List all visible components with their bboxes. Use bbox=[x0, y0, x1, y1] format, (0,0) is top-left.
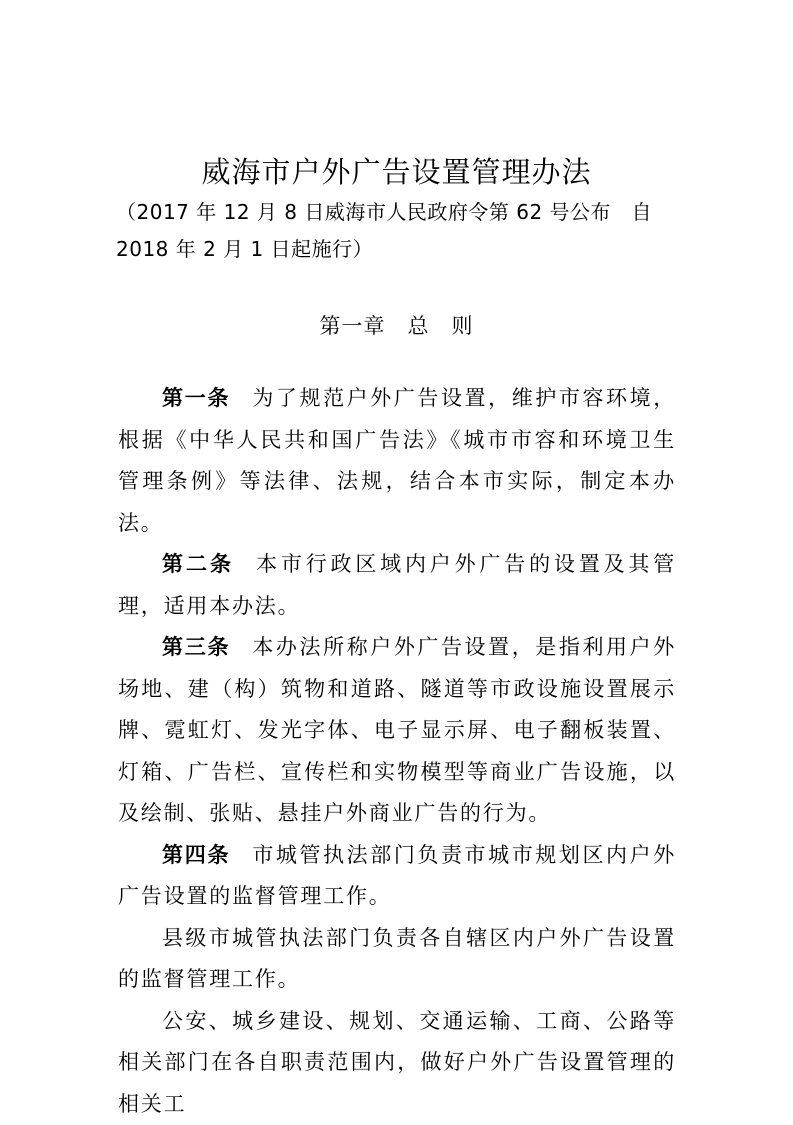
article-label: 第四条 bbox=[162, 843, 230, 867]
article-text: 本市行政区域内户外广告的设置及其管理，适用本办法。 bbox=[118, 552, 676, 618]
document-subtitle: （2017 年 12 月 8 日威海市人民政府令第 62 号公布 自 2018 年 2 月 1 日起施行） bbox=[116, 194, 676, 268]
body-paragraph: 县级市城管执法部门负责各自辖区内户外广告设置的监督管理工作。 bbox=[118, 918, 676, 1001]
document-title: 威海市户外广告设置管理办法 bbox=[0, 150, 793, 194]
article-paragraph bbox=[118, 378, 676, 544]
document-body bbox=[118, 378, 676, 1125]
article-paragraph bbox=[118, 627, 676, 835]
article-paragraph bbox=[118, 835, 676, 918]
article-label: 第三条 bbox=[162, 635, 230, 659]
chapter-heading: 第一章 总 则 bbox=[0, 306, 793, 346]
article-paragraph bbox=[118, 544, 676, 627]
body-paragraph: 公安、城乡建设、规划、交通运输、工商、公路等相关部门在各自职责范围内，做好户外广告设置管理的相关工 bbox=[118, 1001, 676, 1125]
article-label: 第二条 bbox=[162, 552, 234, 576]
article-text: 为了规范户外广告设置，维护市容环境，根据《中华人民共和国广告法》《城市市容和环境卫生管理条例》等法律、法规，结合本市实际，制定本办法。 bbox=[118, 386, 676, 535]
article-text: 市城管执法部门负责市城市规划区内户外广告设置的监督管理工作。 bbox=[118, 843, 676, 909]
article-text: 本办法所称户外广告设置，是指利用户外场地、建（构）筑物和道路、隧道等市政设施设置展示牌、霓虹灯、发光字体、电子显示屏、电子翻板装置、灯箱、广告栏、宣传栏和实物模型等商业广告设施，以及绘制、张贴、悬挂户外商业广告的行为。 bbox=[118, 635, 676, 825]
article-label: 第一条 bbox=[162, 386, 230, 410]
